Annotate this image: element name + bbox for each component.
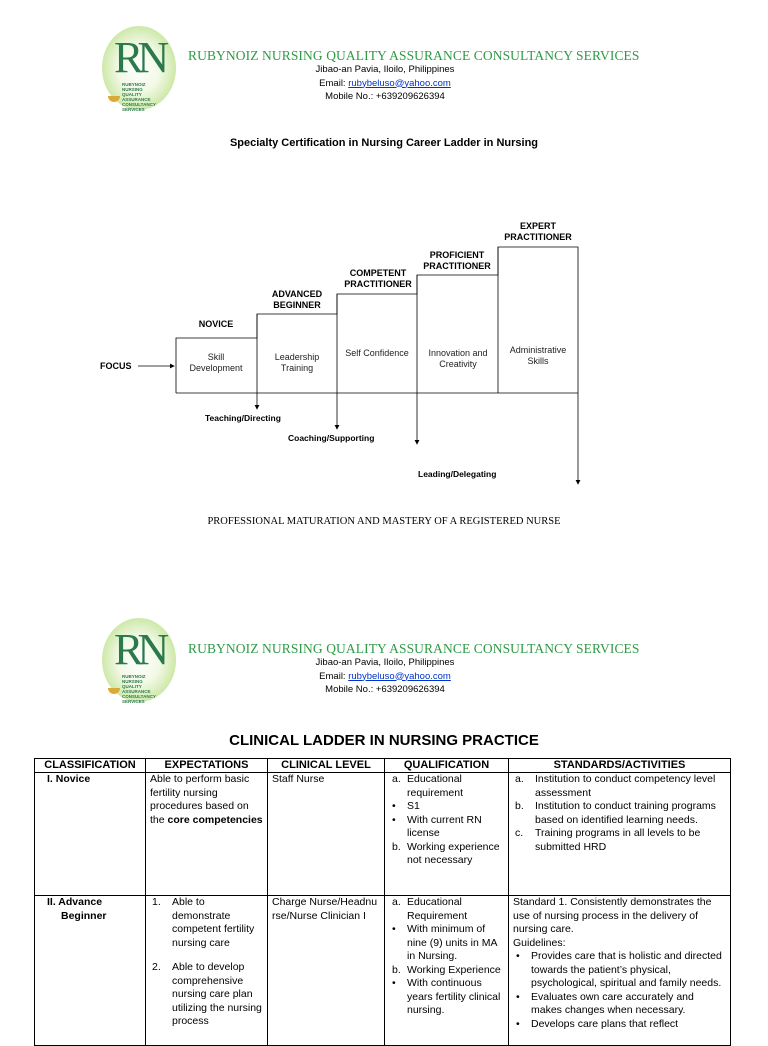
cell-classification: II. Advance Beginner [35,896,146,1046]
email-label: Email: [319,77,349,89]
lamp-icon-2 [108,688,120,694]
clinical-ladder-table [34,758,731,1046]
table-row-advance-beginner [35,896,731,1046]
header-clinical-level: CLINICAL LEVEL [268,759,385,773]
focus-administrative: Administrative Skills [509,345,567,366]
mobile-number: Mobile No.: +639209626394 [325,91,445,102]
address-2: Jibao-an Pavia, Iloilo, Philippines [315,657,455,668]
focus-innovation: Innovation and Creativity [428,348,488,369]
header-standards: STANDARDS/ACTIVITIES [509,759,731,773]
page2-title: CLINICAL LADDER IN NURSING PRACTICE [229,732,539,749]
list-item: • With minimum of nine (9) units in MA in Nursing. [392,923,497,962]
list-item: b. Working experience not necessary [392,840,500,866]
email-link[interactable]: rubybeluso@yahoo.com [348,77,451,89]
guidelines-label: Guidelines: [513,936,566,949]
company-logo-2 [102,618,176,702]
email-line-2 [240,670,530,684]
list-item: • S1 [392,800,420,812]
list-item: a. Educational requirement [392,773,464,799]
focus-label: FOCUS [100,361,132,371]
list-item: • Develops care plans that reflect [516,1017,679,1030]
list-item: • With continuous years fertility clinical nursing. [392,977,501,1016]
cell-qualification [385,896,509,1046]
list-item: 1. Able to demonstrate competent fertility nursing care [152,896,255,949]
cell-qualification [385,773,509,896]
logo-caption: RUBYNOIZ NURSING QUALITY ASSURANCE CONSULTANCY SERVICES [122,82,156,112]
cell-standards [509,773,731,896]
logo-letters: RN [114,33,164,82]
list-item: b. Institution to conduct training programs based on identified learning needs. [515,800,716,826]
header-classification: CLASSIFICATION [35,759,146,773]
cell-expectations: Able to perform basic fertility nursing procedures based on the core competencies [146,773,268,896]
address: Jibao-an Pavia, Iloilo, Philippines [315,64,455,75]
table-header-row [35,759,731,773]
list-item: a. Educational Requirement [392,896,468,922]
list-item: 2. Able to develop comprehensive nursing care plan utilizing the nursing process [152,961,262,1027]
list-item: • With current RN license [392,813,482,839]
stage-proficient: PROFICIENT PRACTITIONER [423,250,491,271]
header-expectations: EXPECTATIONS [146,759,268,773]
logo-caption-2: RUBYNOIZ NURSING QUALITY ASSURANCE CONSULTANCY SERVICES [122,674,156,704]
cell-clinical-level: Staff Nurse [268,773,385,896]
stage-expert: EXPERT PRACTITIONER [504,221,572,242]
diagram-caption: PROFESSIONAL MATURATION AND MASTERY OF A REGISTERED NURSE [207,516,561,527]
stage-competent: COMPETENT PRACTITIONER [344,268,412,289]
list-item: b. Working Experience [392,963,501,976]
focus-skill-development: Skill Development [189,352,243,373]
email-label-2: Email: [319,670,349,682]
cell-clinical-level: Charge Nurse/Headnurse/Nurse Clinician I [268,896,385,1046]
mobile-number-2: Mobile No.: +639209626394 [325,684,445,695]
logo-letters-2: RN [114,625,164,674]
role-coaching-supporting: Coaching/Supporting [288,433,375,443]
list-item: c. Training programs in all levels to be submitted HRD [515,827,701,853]
cell-standards [509,896,731,1046]
role-leading-delegating: Leading/Delegating [418,469,497,479]
table-row-novice [35,773,731,896]
cell-classification: I. Novice [35,773,146,896]
contact-block-2 [240,656,530,697]
org-name: RUBYNOIZ NURSING QUALITY ASSURANCE CONSULTANCY SERVICES [188,48,640,63]
org-name-2: RUBYNOIZ NURSING QUALITY ASSURANCE CONSULTANCY SERVICES [188,641,640,656]
cell-expectations [146,896,268,1046]
stage-novice: NOVICE [198,319,234,329]
page1-title: Specialty Certification in Nursing Career Ladder in Nursing [229,137,539,149]
standard-1: Standard 1. Consistently demonstrates the use of nursing process in the delivery of nursing care. [513,896,712,935]
focus-self-confidence: Self Confidence [345,348,409,358]
list-item: a. Institution to conduct competency level assessment [515,773,716,799]
focus-leadership-training: Leadership Training [274,352,320,373]
header-qualification: QUALIFICATION [385,759,509,773]
stage-advanced-beginner: ADVANCED BEGINNER [271,289,323,310]
list-item: • Evaluates own care accurately and makes changes when necessary. [516,990,694,1016]
email-link-2[interactable]: rubybeluso@yahoo.com [348,670,451,682]
role-teaching-directing: Teaching/Directing [205,413,281,423]
list-item: • Provides care that is holistic and directed towards the patient’s physical, psychological, spiritual and family needs. [516,950,722,989]
